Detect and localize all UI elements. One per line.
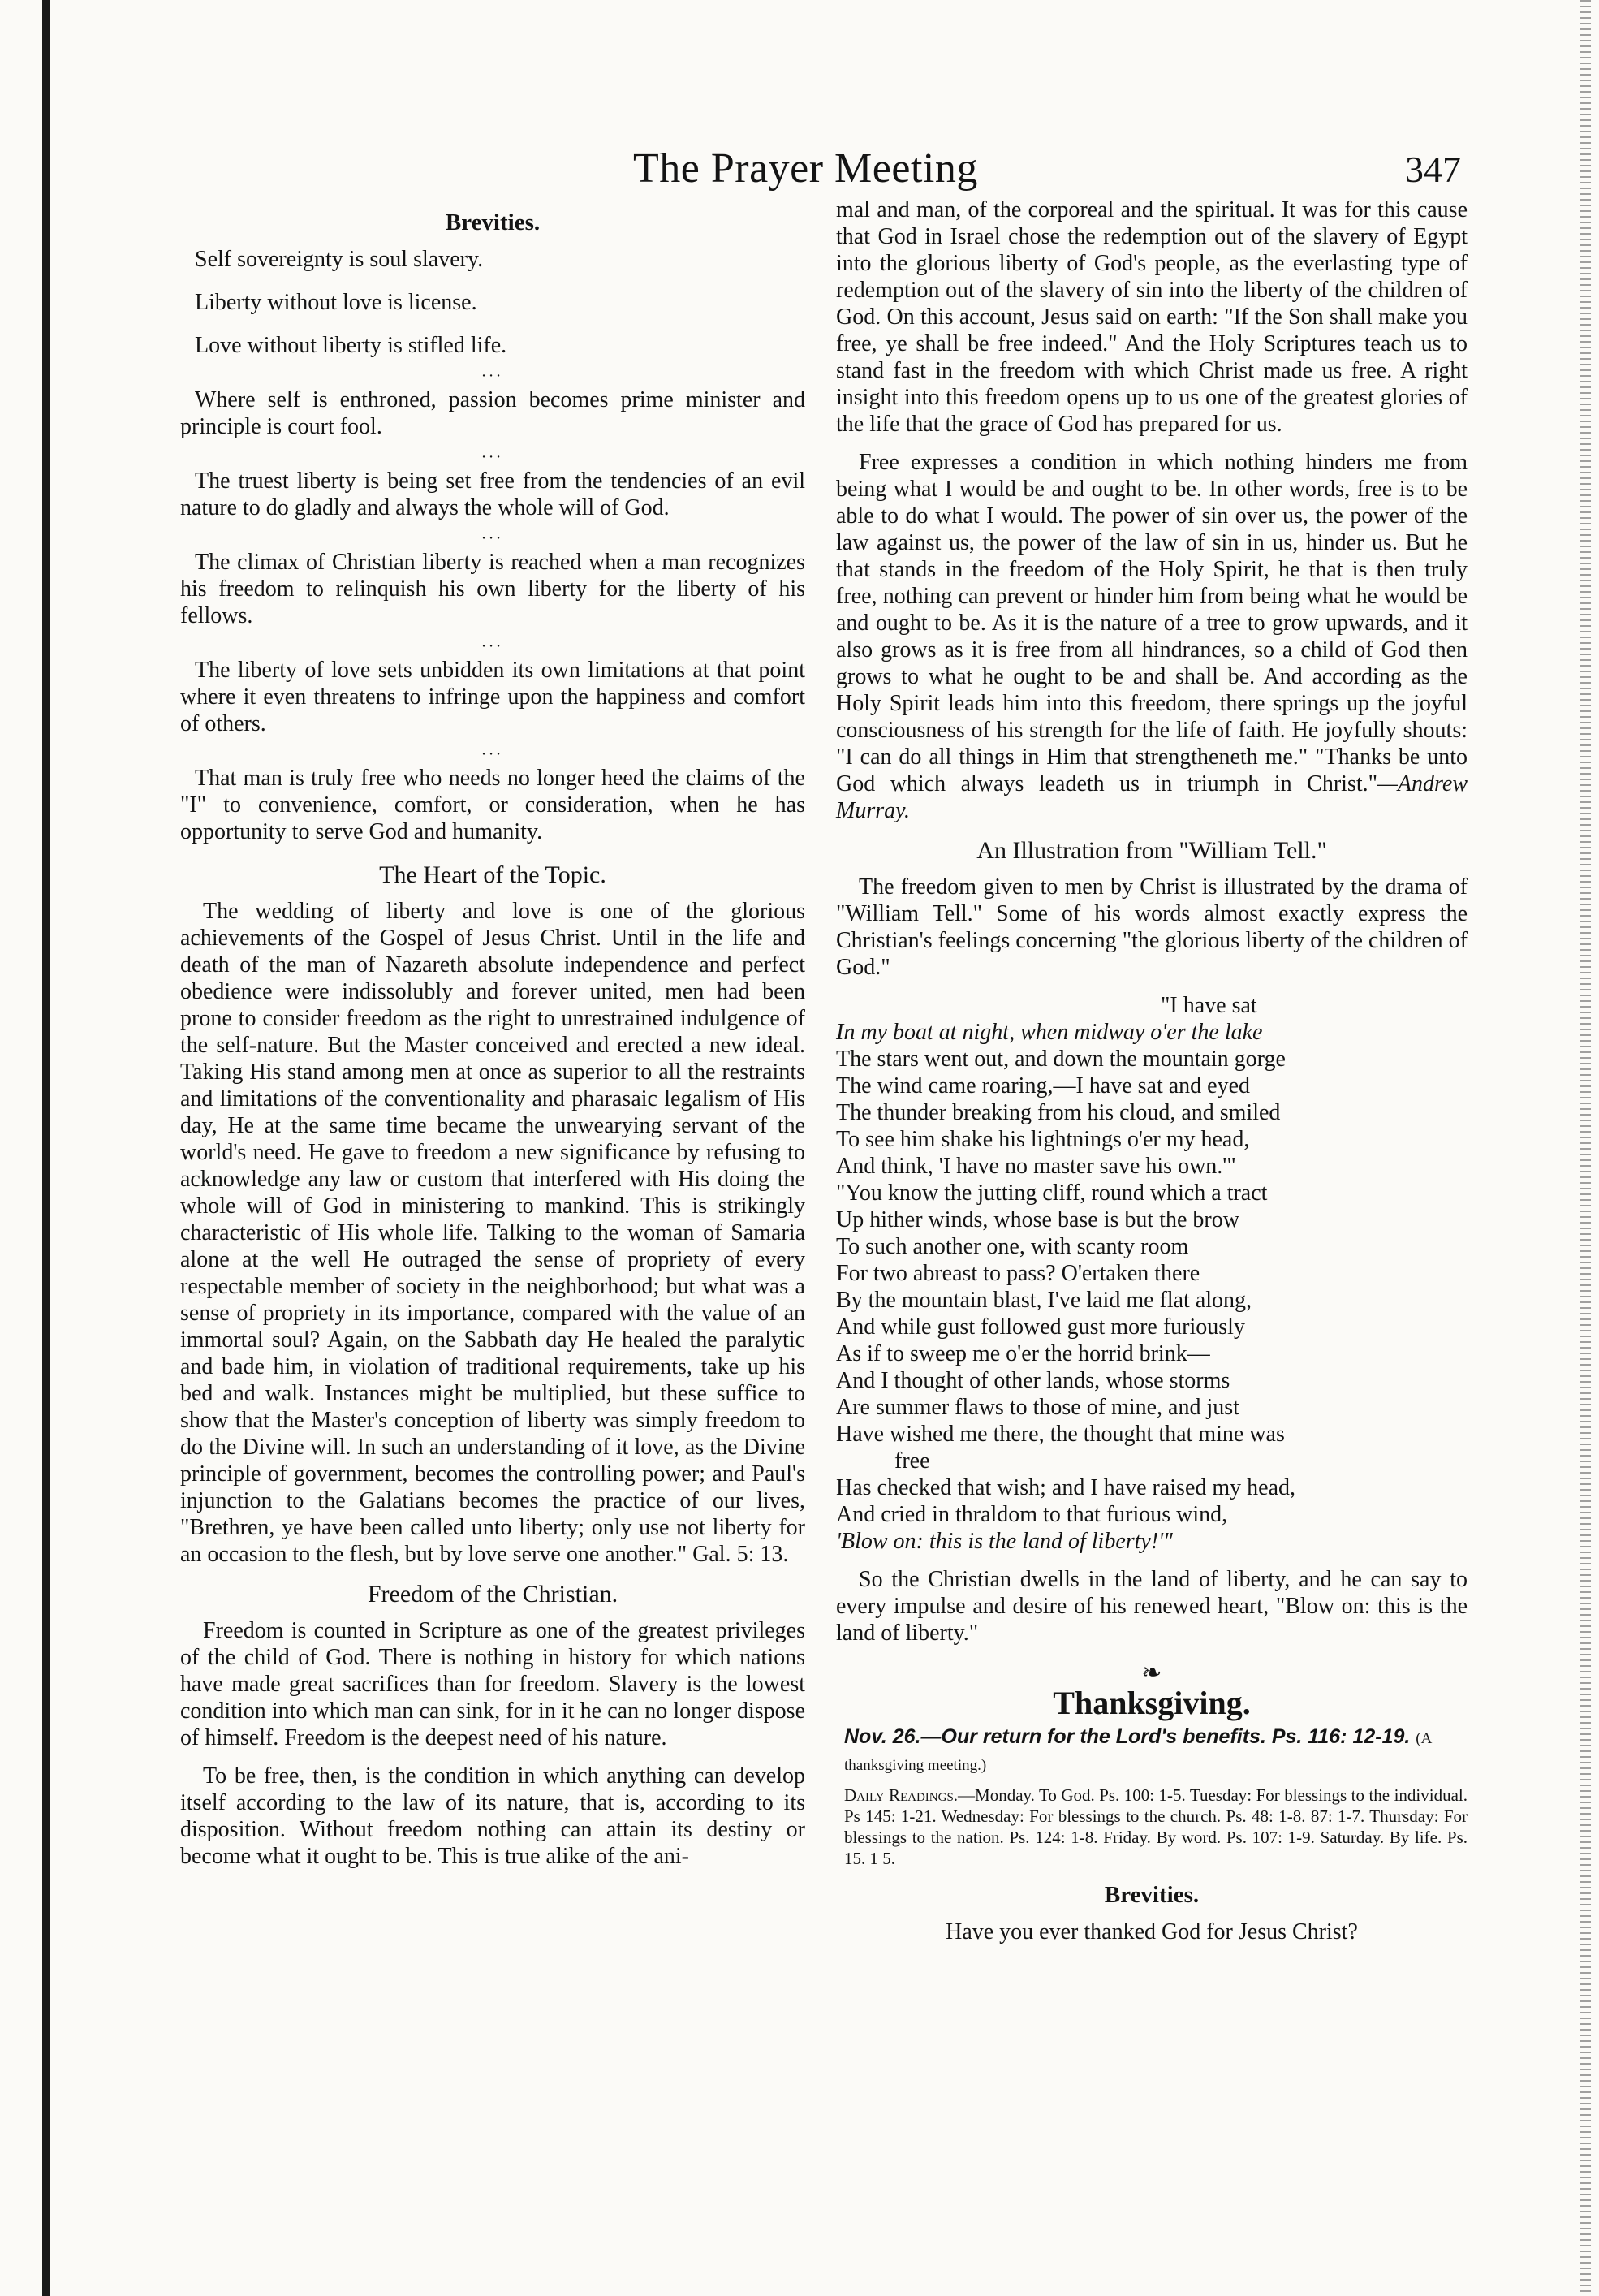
poem-line: To such another one, with scanty room <box>836 1234 1189 1259</box>
separator-dots: ∙∙∙ <box>481 637 504 655</box>
free-attribution: —Andrew Murray. <box>836 771 1468 823</box>
poem-line: 'Blow on: this is the land of liberty!'" <box>836 1529 1173 1554</box>
william-tell-intro: The freedom given to men by Christ is illustrated by the drama of "William Tell." Some of his words almost exactly express the Christian's feelings concerning "the glorious liberty of the children of God." <box>836 874 1468 980</box>
daily-readings-text: —Monday. To God. Ps. 100: 1-5. Tuesday: For blessings to the individual. Ps 145: 1-21. Wednesday: For blessings to the church. Ps. 48: 1-8. 87: 1-7. Thursday: For blessings to the nation. Ps. 124: 1-8. Friday. By word. Ps. 107: 1-9. Saturday. By life. Ps. 15. 1 5. <box>844 1785 1468 1868</box>
poem-line: Has checked that wish; and I have raised my head, <box>836 1475 1296 1500</box>
brevity-item: Where self is enthroned, passion becomes prime minister and principle is court fool. <box>180 387 805 439</box>
william-tell-heading: An Illustration from "William Tell." <box>976 837 1327 864</box>
topic-text: Nov. 26.—Our return for the Lord's benefits. Ps. 116: 12-19. <box>844 1725 1411 1748</box>
continued-paragraph: mal and man, of the corporeal and the spiritual. It was for this cause that God in Israel chose the redemption out of the slavery of Egypt into the glorious liberty of God's people, as the everlasting type of redemption out of the slavery of sin into the liberty of the children of God. On this account, Jesus said on earth: "If the Son shall make you free, ye shall be free indeed." And the Holy Scriptures teach us to stand fast in the freedom with which Christ made us free. A right insight into this freedom opens up to us one of the greatest glories of the life that the grace of God has prepared for us. <box>836 197 1468 437</box>
poem-line: And think, 'I have no master save his own.'" <box>836 1154 1236 1179</box>
fleuron-ornament-icon: ❧ <box>1141 1659 1162 1686</box>
poem-line: By the mountain blast, I've laid me flat along, <box>836 1288 1252 1313</box>
poem-line: And I thought of other lands, whose storms <box>836 1368 1230 1393</box>
brevity-item: Self sovereignty is soul slavery. <box>195 247 484 272</box>
daily-readings <box>844 1785 1468 1869</box>
running-title: The Prayer Meeting <box>633 145 978 192</box>
poem-line: The wind came roaring,—I have sat and eyed <box>836 1073 1251 1098</box>
william-tell-closing: So the Christian dwells in the land of liberty, and he can say to every impulse and desire of his renewed heart, "Blow on: this is the land of liberty." <box>836 1567 1468 1646</box>
closing-question: Have you ever thanked God for Jesus Christ? <box>946 1919 1358 1944</box>
topic-line <box>844 1724 1468 1778</box>
page-number: 347 <box>1405 149 1461 190</box>
poem-line: "I have sat <box>1161 993 1257 1018</box>
poem-line: And cried in thraldom to that furious wind, <box>836 1502 1228 1527</box>
separator-dots: ∙∙∙ <box>481 367 504 385</box>
brevities-heading-2: Brevities. <box>1104 1882 1200 1908</box>
thanksgiving-heading: Thanksgiving. <box>1053 1685 1251 1721</box>
poem-line: As if to sweep me o'er the horrid brink— <box>836 1341 1210 1366</box>
right-column <box>836 196 1468 1945</box>
brevities-heading: Brevities. <box>445 209 541 235</box>
poem-line: The thunder breaking from his cloud, and smiled <box>836 1100 1281 1125</box>
poem-line: free <box>894 1448 930 1474</box>
separator-dots: ∙∙∙ <box>481 529 504 547</box>
binding-edge <box>42 0 50 2296</box>
poem-line: The stars went out, and down the mountain gorge <box>836 1047 1286 1072</box>
heart-of-topic-paragraph: The wedding of liberty and love is one of the glorious achievements of the Gospel of Jesus Christ. Until in the life and death of the man of Nazareth absolute independence and perfect obedience were indissolubly and forever united, men had been prone to consider freedom as the right to unrestrained indulgence of the self-nature. But the Master conceived and erected a new ideal. Taking His stand among men at once as superior to all the restraints and limitations of the conventionality and pharasaic legalism of His day, He at the same time became the unwearying servant of the world's need. He gave to freedom a new significance by refusing to acknowledge any law or custom that interfered with His doing the whole will of God in ministering to mankind. This is strikingly characteristic of His whole life. Talking to the woman of Samaria alone at the well He outraged the sense of propriety of every respectable member of society in the neighborhood; but what was a sense of propriety in its importance, compared with the value of an immortal soul? Again, on the Sabbath day He healed the paralytic and bade him, in violation of traditional requirements, take up his bed and walk. Instances might be multiplied, but these suffice to show that the Master's conception of liberty was simply freedom to do the Divine will. In such an understanding of it love, as the Divine principle of government, becomes the controlling power; and Paul's injunction to the Galatians becomes the practice of our lives, "Brethren, ye have been called unto liberty; only use not liberty for an occasion to the flesh, but by love serve one another." Gal. 5: 13. <box>180 899 805 1567</box>
poem-line: And while gust followed gust more furiously <box>836 1314 1245 1340</box>
separator-dots: ∙∙∙ <box>481 448 504 466</box>
page-edge-shadow <box>1580 0 1591 2296</box>
poem-line: To see him shake his lightnings o'er my head, <box>836 1127 1250 1152</box>
poem-block <box>836 992 1468 1555</box>
poem-line: For two abreast to pass? O'ertaken there <box>836 1261 1200 1286</box>
brevity-item: Liberty without love is license. <box>195 290 477 315</box>
left-column <box>180 196 805 1881</box>
topic-note: (A thanksgiving meeting.) <box>844 1730 1432 1774</box>
free-paragraph <box>836 449 1468 824</box>
brevity-item: Love without liberty is stifled life. <box>195 333 507 358</box>
poem-line: Up hither winds, whose base is but the brow <box>836 1207 1239 1232</box>
brevity-item: The liberty of love sets unbidden its own limitations at that point where it even threatens to infringe upon the happiness and comfort of others. <box>180 658 805 736</box>
poem-line: In my boat at night, when midway o'er the lake <box>836 1020 1263 1045</box>
freedom-paragraph-2: To be free, then, is the condition in which anything can develop itself according to the law of its nature, that is, according to its disposition. Without freedom nothing can attain its destiny or become what it ought to be. This is true alike of the ani- <box>180 1763 805 1869</box>
heart-of-topic-heading: The Heart of the Topic. <box>379 861 606 888</box>
poem-line: Are summer flaws to those of mine, and just <box>836 1395 1239 1420</box>
brevity-item: The truest liberty is being set free from the tendencies of an evil nature to do gladly and always the whole will of God. <box>180 468 805 520</box>
daily-readings-label: Daily Readings. <box>844 1785 959 1805</box>
poem-line: "You know the jutting cliff, round which a tract <box>836 1180 1268 1206</box>
freedom-paragraph-1: Freedom is counted in Scripture as one of the greatest privileges of the child of God. There is nothing in history for which nations have made great sacrifices than for freedom. Slavery is the lowest condition into which man can sink, for in it he can no longer dispose of himself. Freedom is the deepest need of his nature. <box>180 1618 805 1750</box>
brevity-item: That man is truly free who needs no longer heed the claims of the "I" to convenience, comfort, or consideration, when he has opportunity to serve God and humanity. <box>180 766 805 844</box>
brevity-item: The climax of Christian liberty is reached when a man recognizes his freedom to relinquish his own liberty for the liberty of his fellows. <box>180 550 805 628</box>
poem-line: Have wished me there, the thought that mine was <box>836 1422 1285 1447</box>
free-paragraph-text: Free expresses a condition in which nothing hinders me from being what I would be and ought to be. In other words, free is to be able to do what I would. The power of sin over us, the power of the law against us, the power of the law of sin in us, hinder us. But he that stands in the freedom of the Holy Spirit, he that is then truly free, nothing can prevent or hinder him from being what he would be and ought to be. As it is the nature of a tree to grow upwards, and it also grows as it is free from all hindrances, so a child of God then grows to what he ought to be and shall be. And according as the Holy Spirit leads him into this freedom, there springs up the joyful consciousness of his strength for the life of faith. He joyfully shouts: "I can do all things in Him that strengtheneth me." "Thanks be unto God which always leadeth us in triumph in Christ." <box>836 450 1468 796</box>
separator-dots: ∙∙∙ <box>481 745 504 763</box>
running-head <box>617 140 1461 198</box>
freedom-heading: Freedom of the Christian. <box>367 1581 618 1608</box>
